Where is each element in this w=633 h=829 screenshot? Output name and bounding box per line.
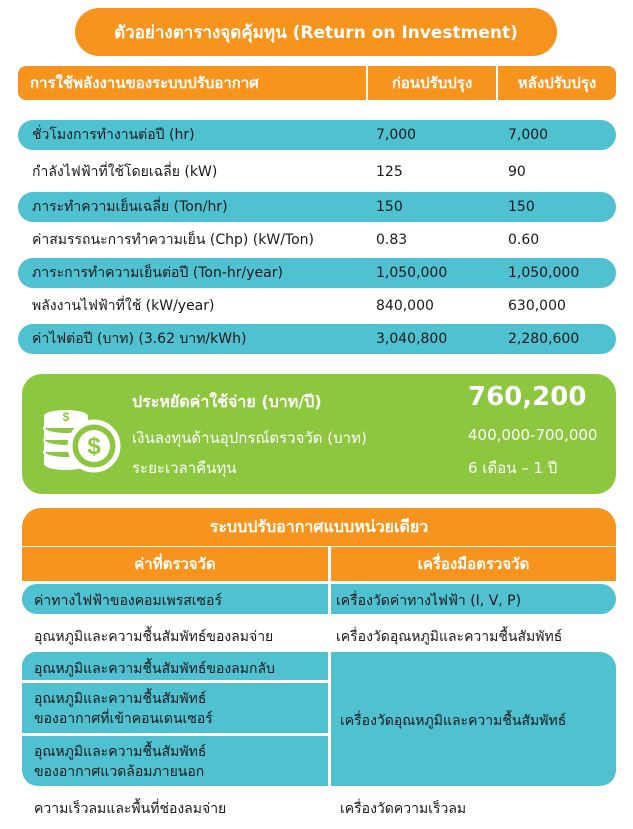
measure-item: ความเร็วลมและพื้นที่ช่องลมจ่าย — [34, 801, 227, 817]
row-label: กำลังไฟฟ้าที่ใช้โดยเฉลี่ย (kW) — [32, 164, 218, 180]
row-before: 7,000 — [376, 127, 417, 143]
row-before: 840,000 — [376, 298, 434, 314]
measure-item-cont: ของอากาศแวดล้อมภายนอก — [34, 764, 205, 780]
coins-dollar-icon — [36, 390, 126, 480]
row-before: 150 — [376, 199, 403, 215]
payback-value: 6 เดือน – 1 ปี — [468, 459, 558, 477]
row-before: 0.83 — [376, 232, 408, 248]
measure-item-cont: ของอากาศที่เข้าคอนเดนเซอร์ — [34, 711, 213, 727]
row-after: 7,000 — [508, 127, 549, 143]
saving-value: 760,200 — [468, 382, 587, 412]
saving-label: ประหยัดค่าใช้จ่าย (บาท/ปี) — [132, 392, 322, 411]
payback-label: ระยะเวลาคืนทุน — [132, 459, 237, 477]
table-row — [18, 225, 616, 255]
row-before: 1,050,000 — [376, 265, 448, 281]
tool-item: เครื่องวัดอุณหภูมิและความชื้นสัมพัทธ์ — [340, 713, 567, 729]
svg-text:$: $ — [87, 433, 101, 460]
row-label: ภาระทำความเย็นเฉลี่ย (Ton/hr) — [32, 199, 228, 215]
table-row — [18, 192, 616, 222]
tool-item: เครื่องวัดอุณหภูมิและความชื้นสัมพัทธ์ — [336, 629, 563, 645]
table-row — [18, 120, 616, 150]
measure-item: อุณหภูมิและความชื้นสัมพัทธ์ — [34, 691, 207, 707]
row-after: 150 — [508, 199, 535, 215]
table-row — [18, 157, 616, 187]
tool-item: เครื่องวัดค่าทางไฟฟ้า (I, V, P) — [336, 593, 522, 609]
header-after: หลังปรับปรุง — [498, 66, 616, 100]
row-label: พลังงานไฟฟ้าที่ใช้ (kW/year) — [32, 298, 215, 314]
row-after: 2,280,600 — [508, 331, 580, 347]
row-after: 1,050,000 — [508, 265, 580, 281]
table-row — [18, 291, 616, 321]
measure-item: อุณหภูมิและความชื้นสัมพัทธ์ — [34, 744, 207, 760]
header-energy-use: การใช้พลังงานของระบบปรับอากาศ — [18, 66, 366, 100]
row-after: 90 — [508, 164, 526, 180]
measure-item: ค่าทางไฟฟ้าของคอมเพรสเซอร์ — [34, 593, 222, 609]
investment-label: เงินลงทุนด้านอุปกรณ์ตรวจวัด (บาท) — [132, 429, 367, 447]
row-before: 3,040,800 — [376, 331, 448, 347]
investment-value: 400,000-700,000 — [468, 426, 598, 444]
row-label: ชั่วโมงการทำงานต่อปี (hr) — [32, 127, 195, 143]
header-tool: เครื่องมือตรวจวัด — [331, 547, 616, 581]
tool-item: เครื่องวัดความเร็วลม — [340, 801, 467, 817]
section-title: ระบบปรับอากาศแบบหน่วยเดียว — [22, 508, 616, 546]
row-label: ค่าไฟต่อปี (บาท) (3.62 บาท/kWh) — [32, 331, 247, 347]
header-before: ก่อนปรับปรุง — [368, 66, 496, 100]
row-before: 125 — [376, 164, 403, 180]
measure-item: อุณหภูมิและความชื้นสัมพัทธ์ของลมกลับ — [34, 661, 275, 677]
header-measure: ค่าที่ตรวจวัด — [22, 547, 328, 581]
savings-box — [22, 374, 616, 494]
row-after: 630,000 — [508, 298, 566, 314]
table-row — [18, 324, 616, 354]
page-title: ตัวอย่างตารางจุดคุ้มทุน (Return on Investment) — [75, 8, 557, 56]
row-label: ภาระการทำความเย็นต่อปี (Ton-hr/year) — [32, 265, 283, 281]
measure-item: อุณหภูมิและความชื้นสัมพัทธ์ของลมจ่าย — [34, 629, 274, 645]
row-after: 0.60 — [508, 232, 540, 248]
row-label: ค่าสมรรถนะการทำความเย็น (Chp) (kW/Ton) — [32, 232, 314, 248]
svg-text:$: $ — [62, 410, 70, 424]
table-row — [18, 258, 616, 288]
